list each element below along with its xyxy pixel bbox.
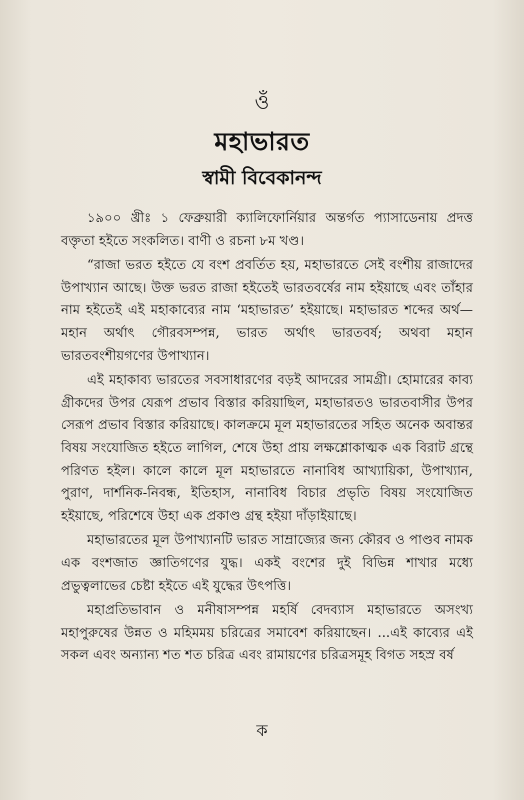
paragraph-source-note: ১৯০০ খ্রীঃ ১ ফেব্রুয়ারী ক্যালিফোর্নিয়ার অন্তর্গত প্যাসাডেনায় প্রদত্ত বক্তৃতা হইতে সংকলিত। বাণী ও রচনা ৮ম খণ্ড। [61,211,473,249]
body-text [61,208,473,670]
om-symbol: ওঁ [254,90,270,114]
paragraph: মহাভারতের মূল উপাখ্যানটি ভারত সাম্রাজ্যের জন্য কৌরব ও পাণ্ডব নামক এক বংশজাত জ্ঞাতিগণের যুদ্ধ। একই বংশের দুই বিভিন্ন শাখার মধ্যে প্রভুত্বলাভের চেষ্টা হইতে এই যুদ্ধের উৎপত্তি। [61,533,473,594]
page-number: ক [256,721,268,740]
author-name: স্বামী বিবেকানন্দ [202,167,322,189]
paragraph: “রাজা ভরত হইতে যে বংশ প্রবর্তিত হয়, মহাভারতে সেই বংশীয় রাজাদের উপাখ্যান আছে। উক্ত ভরত রাজা হইতেই ভারতবর্ষের নাম হইয়াছে এবং তাঁহার নাম হইতেই এই মহাকাব্যের নাম ‘মহাভারত’ হইয়াছে। মহাভারত শব্দের অর্থ—মহান অর্থাৎ গৌরবসম্পন্ন, ভারত অর্থাৎ ভারতবর্ষ; অথবা মহান ভারতবংশীয়গণের উপাখ্যান। [61,258,473,364]
paragraph: এই মহাকাব্য ভারতের সবসাধারণের বড়ই আদরের সামগ্রী। হোমারের কাব্য গ্রীকদের উপর যেরূপ প্রভাব বিস্তার করিয়াছিল, মহাভারতও ভারতবাসীর উপর সেরূপ প্রভাব বিস্তার করিয়াছে। কালক্রমে মূল মহাভারতের সহিত অনেক অবান্তর বিষয় সংযোজিত হইতে লাগিল, শেষে উহা প্রায় লক্ষশ্লোকাত্মক এক বিরাট গ্রন্থে পরিণত হইল। কালে কালে মূল মহাভারতে নানাবিধ আখ্যায়িকা, উপাখ্যান, পুরাণ, দার্শনিক-নিবন্ধ, ইতিহাস, নানাবিধ বিচার প্রভৃতি বিষয় সংযোজিত হইয়াছে, পরিশেষে উহা এক প্রকাণ্ড গ্রন্থ হইয়া দাঁড়াইয়াছে। [61,373,473,524]
paragraph: মহাপ্রতিভাবান ও মনীষাসম্পন্ন মহর্ষি বেদব্যাস মহাভারতে অসংখ্য মহাপুরুষের উন্নত ও মহিমময় চরিত্রের সমাবেশ করিয়াছেন। ...এই কাব্যের এই সকল এবং অন্যান্য শত শত চরিত্র এবং রামায়ণের চরিত্রসমূহ বিগত সহস্র বর্ষ [61,603,473,664]
page-title: মহাভারত [214,127,310,156]
